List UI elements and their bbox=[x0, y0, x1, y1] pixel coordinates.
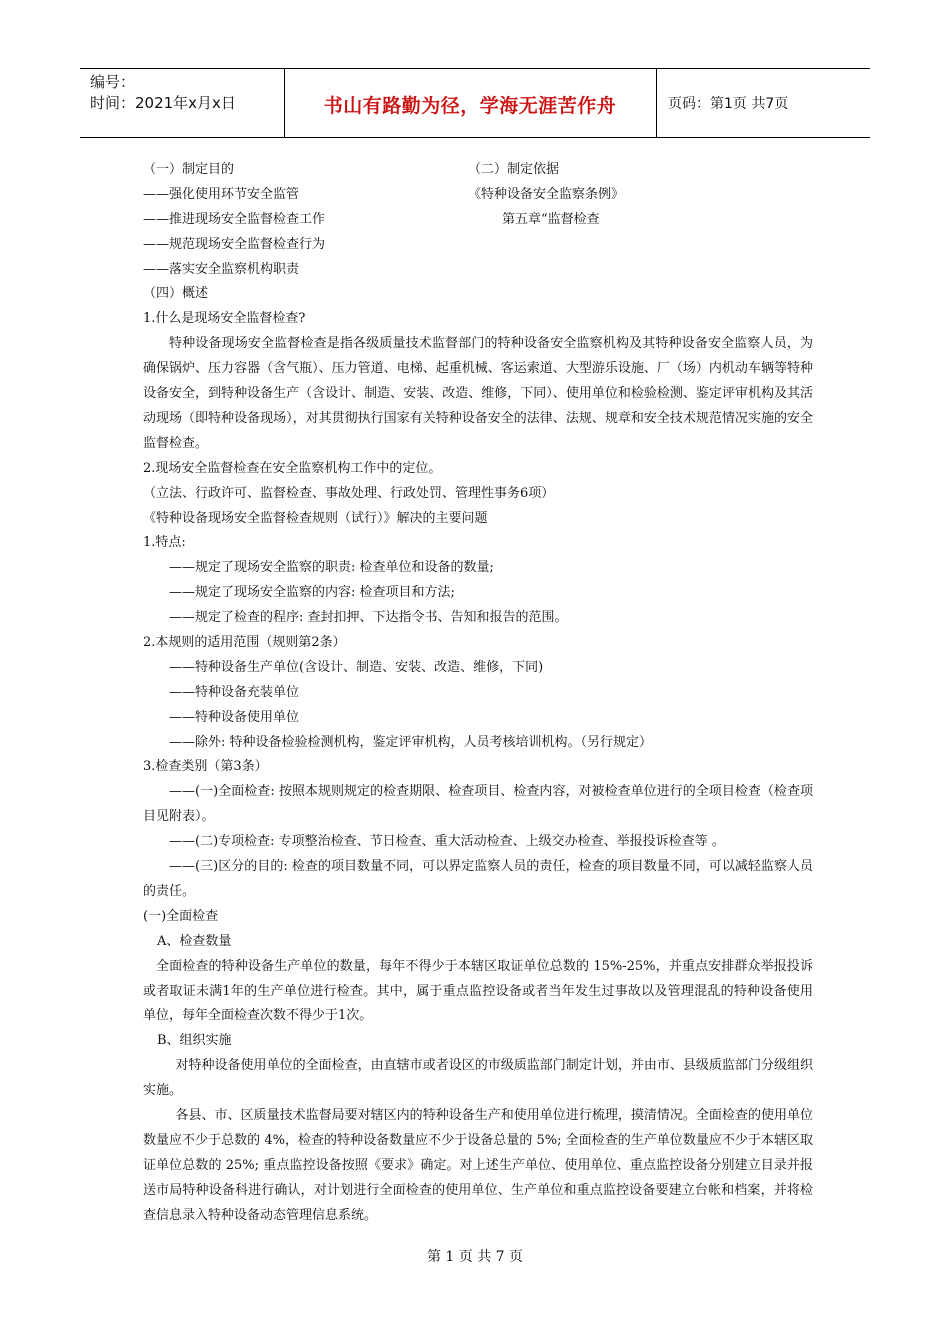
list-heading: 2.本规则的适用范围（规则第2条） bbox=[143, 635, 346, 650]
list-item: ——特种设备使用单位 bbox=[169, 709, 300, 725]
list-heading: 3.检查类别（第3条） bbox=[143, 759, 268, 775]
page-footer: 第 1 页 共 7 页 bbox=[426, 1249, 524, 1265]
list-item: ——特种设备生产单位(含设计、制造、安装、改造、维修，下同) bbox=[169, 659, 544, 675]
list-item: ——除外: 特种设备检验检测机构，鉴定评审机构，人员考核培训机构。（另行规定） bbox=[169, 734, 653, 750]
page-header bbox=[80, 68, 870, 138]
section-heading: (一)全面检查 bbox=[143, 908, 219, 924]
two-column-row bbox=[143, 158, 813, 183]
purpose-item: ——落实安全监察机构职责 bbox=[143, 261, 300, 277]
paragraph: 对特种设备使用单位的全面检查，由直辖市或者设区的市级质监部门制定计划，并由市、县级质监部门分级组织实施。 bbox=[143, 1058, 813, 1099]
question-heading: 1.什么是现场安全监督检查? bbox=[143, 311, 306, 327]
purpose-item: ——规范现场安全监督检查行为 bbox=[143, 236, 326, 252]
header-page-number: 页码：第1页 共7页 bbox=[668, 96, 789, 112]
two-column-row bbox=[143, 183, 813, 208]
header-motto: 书山有路勤为径，学海无涯苦作舟 bbox=[323, 95, 617, 117]
sub-heading: B、组织实施 bbox=[157, 1033, 232, 1049]
basis-item: 第五章“监督检查 bbox=[502, 211, 600, 227]
text-line: （立法、行政许可、监督检查、事故处理、行政处罚、管理性事务6项） bbox=[143, 485, 555, 501]
section-heading: （四）概述 bbox=[143, 286, 209, 302]
purpose-heading: （一）制定目的 bbox=[143, 162, 235, 177]
header-meta bbox=[90, 72, 280, 114]
paragraph: 全面检查的特种设备生产单位的数量，每年不得少于本辖区取证单位总数的 15%-25%，并重点安排群众举报投诉或者取证未满1年的生产单位进行检查。其中，属于重点监控设备或者当年发生过事故以及管理混乱的特种设备使用单位，每年全面检查次数不得少于1次。 bbox=[143, 958, 813, 1024]
text-line: 《特种设备现场安全监督检查规则（试行）》解决的主要问题 bbox=[143, 510, 488, 526]
basis-item: 《特种设备安全监察条例》 bbox=[468, 186, 625, 202]
list-item: ——规定了现场安全监察的职责: 检查单位和设备的数量; bbox=[169, 560, 494, 576]
purpose-item: ——推进现场安全监督检查工作 bbox=[143, 211, 326, 227]
paragraph: 各县、市、区质量技术监督局要对辖区内的特种设备生产和使用单位进行梳理，摸清情况。全面检查的使用单位数量应不少于总数的 4%，检查的特种设备数量应不少于设备总量的 5%; 全面检查的生产单位数量应不少于本辖区取证单位总数的 25%; 重点监控设备按照《要求》确定。对上述生产单位、使用单位、重点监控设备分别建立目录并报送市局特种设备科进行确认，对计划进行全面检查的使用单位、生产单位和重点监控设备要建立台帐和档案，并将检查信息录入特种设备动态管理信息系统。 bbox=[143, 1108, 813, 1223]
purpose-item: ——强化使用环节安全监管 bbox=[143, 186, 300, 202]
header-divider bbox=[656, 69, 657, 137]
list-heading: 1.特点: bbox=[143, 535, 186, 551]
basis-heading: （二）制定依据 bbox=[468, 162, 560, 177]
list-item: ——规定了现场安全监察的内容: 检查项目和方法; bbox=[169, 585, 455, 601]
doc-date-label: 时间：2021年x月x日 bbox=[90, 94, 236, 112]
list-item: ——特种设备充装单位 bbox=[169, 684, 300, 700]
list-item: ——规定了检查的程序: 查封扣押、下达指令书、告知和报告的范围。 bbox=[169, 610, 568, 626]
paragraph: 特种设备现场安全监督检查是指各级质量技术监督部门的特种设备安全监察机构及其特种设备安全监察人员，为确保锅炉、压力容器（含气瓶）、压力管道、电梯、起重机械、客运索道、大型游乐设施、厂（场）内机动车辆等特种设备安全，到特种设备生产（含设计、制造、安装、改造、维修，下同）、使用单位和检验检测、鉴定评审机构及其活动现场（即特种设备现场），对其贯彻执行国家有关特种设备安全的法律、法规、规章和安全技术规范情况实施的安全监督检查。 bbox=[143, 336, 813, 451]
doc-code-label: 编号： bbox=[90, 73, 136, 91]
list-item: ——(三)区分的目的: 检查的项目数量不同，可以界定监察人员的责任，检查的项目数量不同，可以减轻监察人员的责任。 bbox=[143, 859, 813, 899]
list-item: ——(一)全面检查: 按照本规则规定的检查期限、检查项目、检查内容，对被检查单位进行的全项目检查（检查项目见附表）。 bbox=[143, 784, 813, 825]
document-body bbox=[143, 158, 813, 1229]
list-item: ——(二)专项检查: 专项整治检查、节日检查、重大活动检查、上级交办检查、举报投诉检查等 。 bbox=[169, 834, 725, 850]
two-column-row bbox=[143, 208, 813, 233]
question-heading: 2.现场安全监督检查在安全监察机构工作中的定位。 bbox=[143, 460, 442, 476]
sub-heading: A、检查数量 bbox=[157, 933, 232, 949]
